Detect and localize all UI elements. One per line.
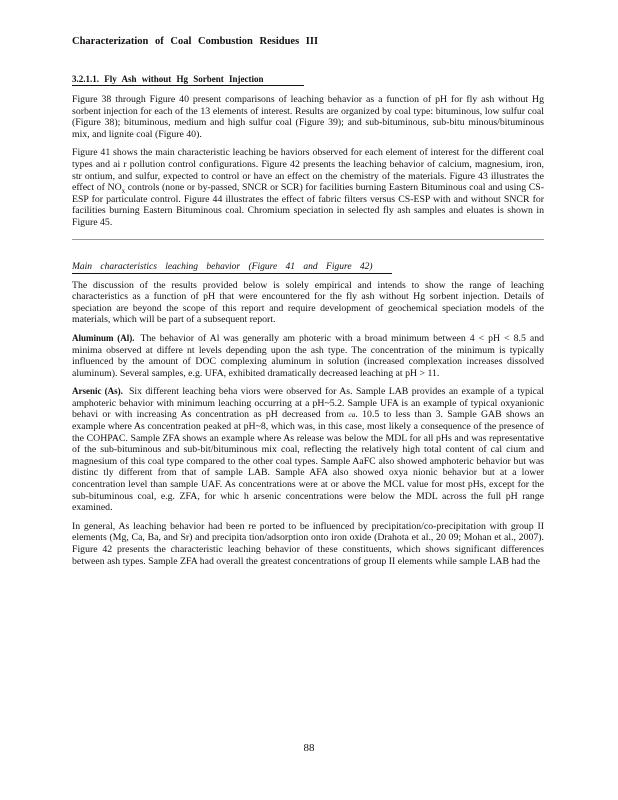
arsenic-text-part-1: Six different leaching beha viors were observed for As. Sample LAB provides an example of a typical amphoteric behavior with minimum leaching occurring at a pH~5.2. Sample UFA is an example of typical oxyanionic behavi or with increasing As concentration as pH decreased from	[72, 386, 544, 421]
arsenic-text-part-2: . 10.5 to less than 3. Sample GAB shows an example where As concentration peaked at pH~8, which was, in this case, most likely a consequence of the presence of the COHPAC. Sample ZFA shows an example where As release was below the MDL for all pHs and was representative of the sub-bituminous and sub-bit/bituminous mix coal, reflecting the relatively high total content of cal cium and magnesium of this coal type compared to the other coal types. Sample AaFC also showed amphoteric behavior but was distinc tly different from that of sample LAB. Sample AFA also showed oxya nionic behavior but at a lower concentration level than sample UAF. As concentrations were at or above the MCL value for most pHs, except for the sub-bituminous coal, e.g. ZFA, for whic h arsenic concentrations were below the MDL across the full pH range examined.	[72, 409, 544, 514]
page-number: 88	[303, 742, 315, 754]
ca-abbrev: ca	[348, 410, 356, 420]
paragraph-discussion-intro: The discussion of the results provided below is solely empirical and intends to show the range of leaching characteristics as a function of pH that were encountered for the fly ash without Hg sorbent injection. Details of speciation are beyond the scope of this report and require development of geochemical speciation models of the materials, which will be part of a subsequent report.	[72, 279, 544, 326]
running-title: Characterization of Coal Combustion Residues III	[72, 36, 319, 47]
paragraph-arsenic	[72, 386, 544, 514]
paragraph-text-part-1: Figure 41 shows the main characteristic leaching be haviors observed for each element of interest for the different coal types and ai r pollution control configurations. Figure 42 presents the leaching behavior of calcium, magnesium, iron, str ontium, and sulfur, expected to control or have an effect on the chemistry of the materials. Figure 43 illustrates the effect of NO	[72, 147, 544, 194]
aluminum-text: The behavior of Al was generally am photeric with a broad minimum between 4 < pH < 8.5 and minima observed at differe nt levels depending upon the ash type. The concentration of the minimum is typically influenced by the amount of DOC complexing aluminum in solution (increased complexation increases dissolved aluminum). Several samples, e.g. UFA, exhibited dramatically decreased leaching at pH > 11.	[72, 332, 544, 379]
paragraph-figures-38-40: Figure 38 through Figure 40 present comparisons of leaching behavior as a function of pH for fly ash without Hg sorbent injection for each of the 13 elements of interest. Results are organized by coal type: bituminous, low sulfur coal (Figure 38); bituminous, medium and high sulfur coal (Figure 39); and sub-bituminous, sub-bitu minous/bituminous mix, and lignite coal (Figure 40).	[72, 94, 544, 140]
document-page	[72, 36, 544, 574]
paragraph-text-part-2: controls (none or by-passed, SNCR or SCR) for facilities burning Eastern Bituminous coal and using CS-ESP for particulate control. Figure 44 illustrates the effect of fabric filters versus CS-ESP with and without SNCR for facilities burning Eastern Bituminous coal. Chromium speciation in selected fly ash samples and eluates is shown in Figure 45.	[72, 182, 544, 228]
paragraph-aluminum	[72, 333, 544, 379]
section-divider	[72, 239, 544, 240]
paragraph-general: In general, As leaching behavior had been re ported to be influenced by precipitation/co-precipitation with group II elements (Mg, Ca, Ba, and Sr) and precipita tion/adsorption onto iron oxide (Drahota et al., 20 09; Mohan et al., 2007). Figure 42 presents the characteristic leaching behavior of these constituents, which shows significant differences between ash types. Sample ZFA had overall the greatest concentrations of group II elements while sample LAB had the	[72, 520, 544, 567]
paragraph-figures-41-45	[72, 147, 544, 228]
nox-subscript: x	[121, 187, 126, 196]
arsenic-label: Arsenic (As).	[72, 386, 123, 397]
aluminum-label: Aluminum (Al).	[72, 332, 135, 343]
section-heading-main-characteristics: Main characteristics leaching behavior (Figure 41 and Figure 42)	[72, 262, 392, 274]
section-heading-fly-ash: 3.2.1.1. Fly Ash without Hg Sorbent Injection	[72, 74, 304, 86]
